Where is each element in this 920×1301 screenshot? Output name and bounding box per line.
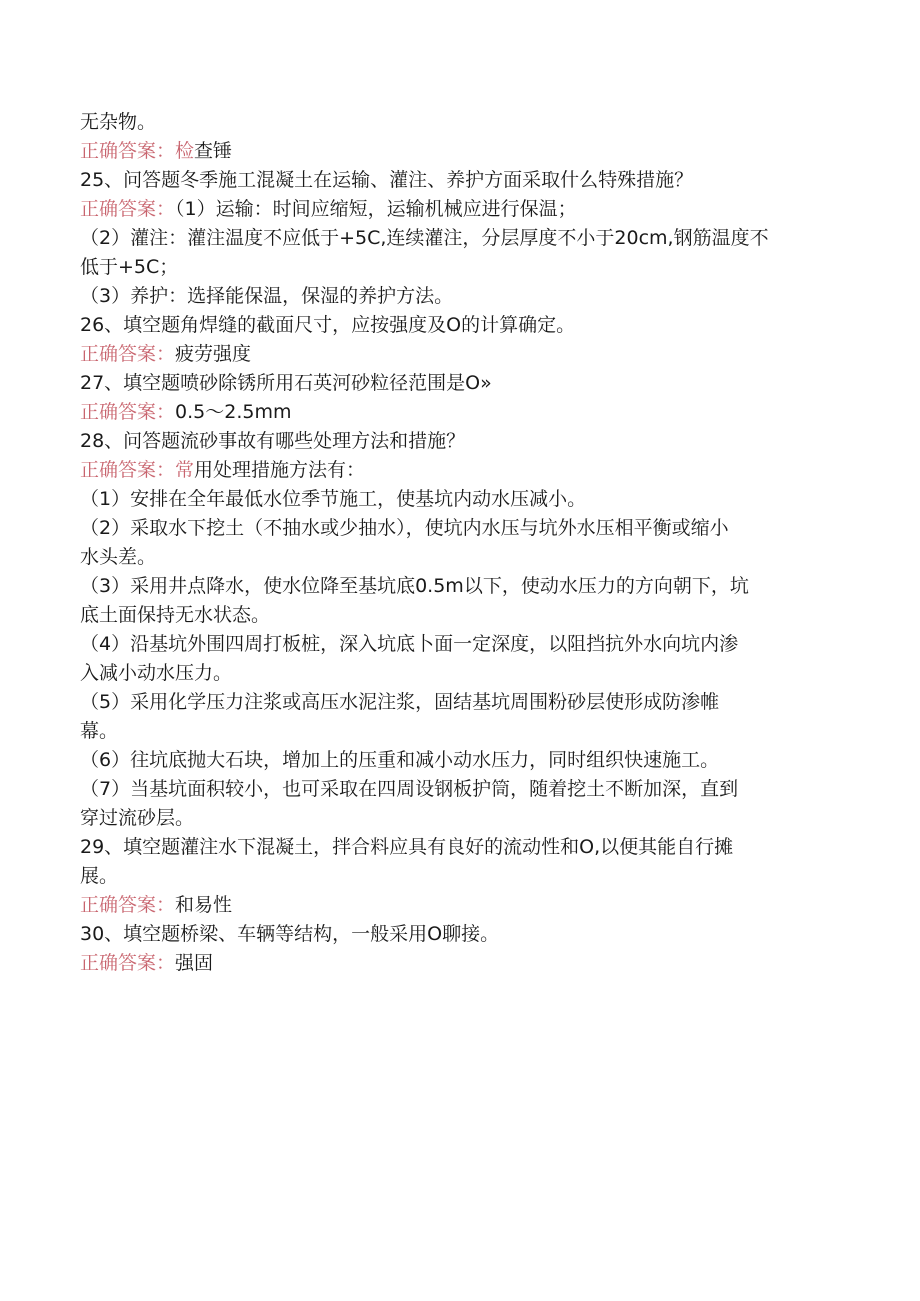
text-line: 30、填空题桥梁、车辆等结构，一般采用O聊接。: [80, 923, 500, 945]
answer-line: [80, 891, 840, 920]
text-line: 展。: [80, 865, 119, 887]
answer-line: [80, 949, 840, 978]
answer-text: 强固: [175, 952, 214, 974]
answer-line: [80, 456, 840, 485]
answer-label: 正确答案：: [80, 401, 176, 423]
text-line: （6）往坑底抛大石块，增加上的压重和减小动水压力，同时组织快速施工。: [80, 749, 720, 771]
answer-text: 查锤: [194, 140, 233, 162]
text-line: 低于+5C；: [80, 256, 179, 278]
text-line: 水头差。: [80, 546, 157, 568]
answer-text: 用处理措施方法有：: [194, 459, 366, 481]
text-line: （3）养护：选择能保温，保湿的养护方法。: [80, 285, 454, 307]
text-line: （3）采用井点降水，使水位降至基坑底0.5m以下，使动水压力的方向朝下，坑: [80, 575, 749, 597]
answer-label: 正确答案：常: [80, 459, 195, 481]
answer-label: 正确答案：: [80, 894, 176, 916]
text-line: （7）当基坑面积较小，也可采取在四周设钢板护筒，随着挖土不断加深，直到: [80, 778, 739, 800]
text-line: 无杂物。: [80, 111, 157, 133]
answer-label: 正确答案：: [80, 952, 176, 974]
text-line: （2）采取水下挖土（不抽水或少抽水），使坑内水压与坑外水压相平衡或缩小: [80, 517, 729, 539]
text-line: （1）安排在全年最低水位季节施工，使基坑内动水压减小。: [80, 488, 587, 510]
text-line: 26、填空题角焊缝的截面尺寸，应按强度及O的计算确定。: [80, 314, 576, 336]
text-line: 29、填空题灌注水下混凝土，拌合料应具有良好的流动性和O,以便其能自行摊: [80, 836, 734, 858]
answer-text: 和易性: [175, 894, 233, 916]
text-line: 穿过流砂层。: [80, 807, 195, 829]
answer-label: 正确答案：: [80, 343, 176, 365]
text-line: 入减小动水压力。: [80, 662, 233, 684]
answer-line: [80, 137, 840, 166]
text-line: 28、问答题流砂事故有哪些处理方法和措施？: [80, 430, 466, 452]
answer-line: [80, 195, 840, 224]
answer-label: 正确答案：检: [80, 140, 195, 162]
text-line: （4）沿基坑外围四周打板桩，深入坑底卜面一定深度，以阻挡抗外水向坑内渗: [80, 633, 739, 655]
text-line: （5）采用化学压力注浆或高压水泥注浆，固结基坑周围粉砂层使形成防渗帷: [80, 691, 720, 713]
document-page: [80, 108, 840, 978]
text-line: 25、问答题冬季施工混凝土在运输、灌注、养护方面采取什么特殊措施？: [80, 169, 694, 191]
answer-line: [80, 398, 840, 427]
text-line: （2）灌注：灌注温度不应低于+5C,连续灌注，分层厚度不小于20cm,钢筋温度不: [80, 227, 769, 249]
answer-text: 疲劳强度: [175, 343, 252, 365]
answer-label: 正确答案：: [80, 198, 176, 220]
text-line: 27、填空题喷砂除锈所用石英河砂粒径范围是O»: [80, 372, 492, 394]
answer-line: [80, 340, 840, 369]
answer-text: 0.5～2.5mm: [175, 401, 292, 423]
answer-text: （1）运输：时间应缩短，运输机械应进行保温；: [175, 198, 577, 220]
text-line: 底土面保持无水状态。: [80, 604, 271, 626]
text-line: 幕。: [80, 720, 119, 742]
